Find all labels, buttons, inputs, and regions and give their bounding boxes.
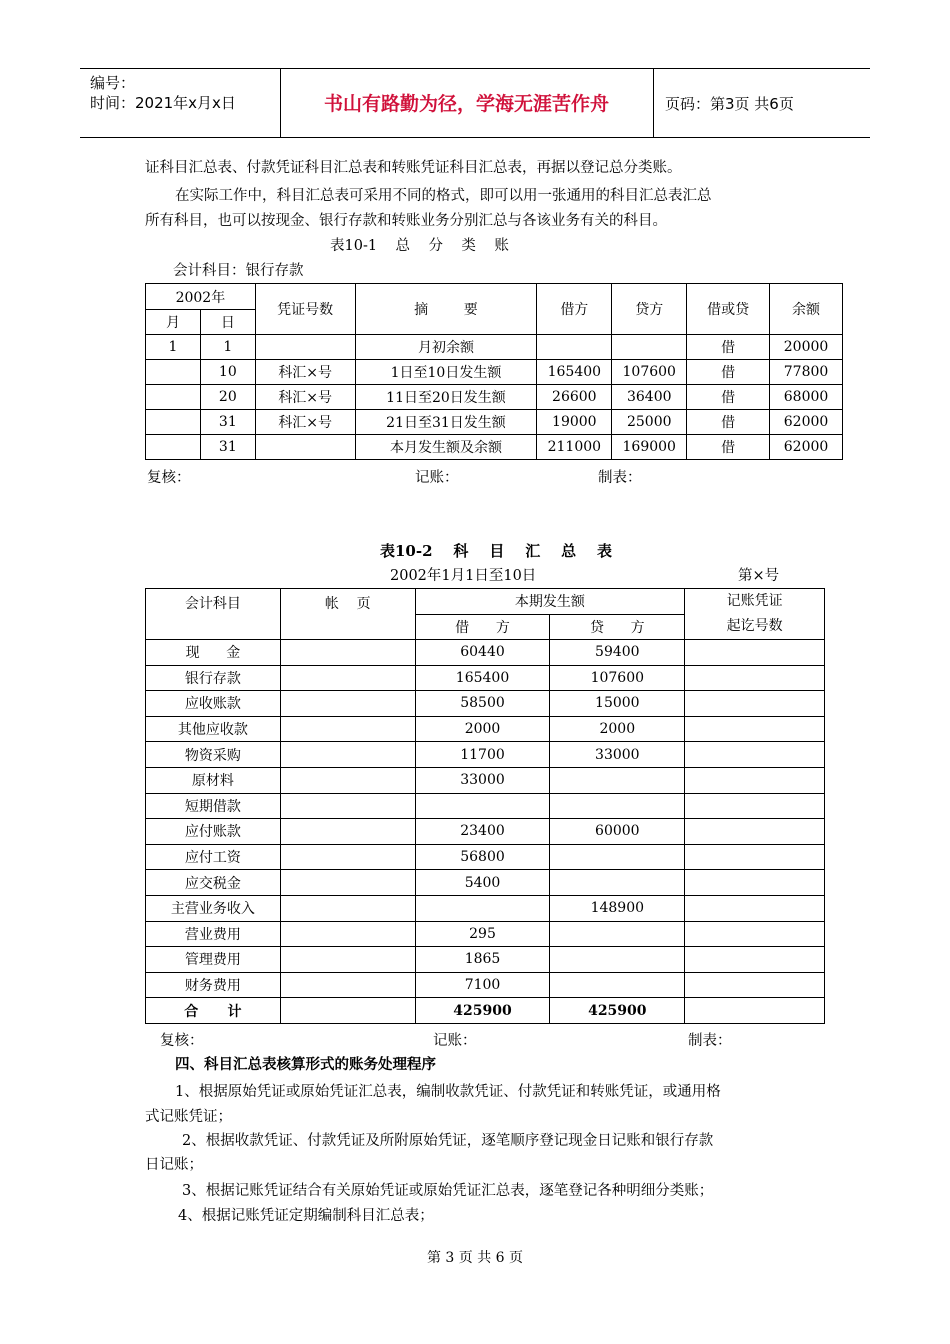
cell-account: 原材料	[146, 767, 281, 793]
cell-balance: 77800	[770, 360, 843, 385]
period-amount-header: 本期发生额	[415, 589, 685, 615]
cell-page	[280, 819, 415, 845]
table-row	[146, 844, 825, 870]
cell-credit: 425900	[550, 998, 685, 1024]
cell-page	[280, 716, 415, 742]
cell-voucher-range	[685, 947, 825, 973]
voucher-header: 凭证号数	[255, 284, 355, 335]
cell-debit: 5400	[415, 870, 550, 896]
table2-bookkeeper-label: 记账：	[433, 1033, 477, 1049]
cell-account: 短期借款	[146, 793, 281, 819]
cell-month: 1	[146, 335, 201, 360]
cell-credit	[550, 844, 685, 870]
cell-account: 应付工资	[146, 844, 281, 870]
page-footer: 第 3 页 共 6 页	[426, 1250, 524, 1266]
cell-day: 20	[200, 385, 255, 410]
cell-account: 物资采购	[146, 742, 281, 768]
cell-debit: 165400	[537, 360, 612, 385]
cell-voucher	[255, 435, 355, 460]
general-ledger-table	[145, 283, 843, 460]
section4-item4: 4、根据记账凭证定期编制科目汇总表；	[178, 1208, 434, 1224]
cell-page	[280, 640, 415, 666]
section4-item1-line1: 1、根据原始凭证或原始凭证汇总表，编制收款凭证、付款凭证和转账凭证，或通用格	[175, 1084, 721, 1100]
cell-credit: 107600	[550, 665, 685, 691]
cell-summary: 21日至31日发生额	[355, 410, 537, 435]
cell-page	[280, 895, 415, 921]
cell-credit: 107600	[612, 360, 687, 385]
cell-dc: 借	[687, 410, 770, 435]
cell-month	[146, 360, 201, 385]
table-row	[146, 385, 843, 410]
cell-account: 其他应收款	[146, 716, 281, 742]
table-row	[146, 716, 825, 742]
cell-credit	[550, 921, 685, 947]
cell-credit	[550, 947, 685, 973]
cell-account: 管理费用	[146, 947, 281, 973]
cell-debit: 295	[415, 921, 550, 947]
cell-page	[280, 767, 415, 793]
cell-account: 合 计	[146, 998, 281, 1024]
header-divider	[653, 69, 654, 137]
cell-dc: 借	[687, 385, 770, 410]
debit-header: 借 方	[415, 614, 550, 640]
cell-voucher-range	[685, 819, 825, 845]
account-summary-table	[145, 588, 825, 1024]
cell-account: 应付账款	[146, 819, 281, 845]
section4-heading: 四、科目汇总表核算形式的账务处理程序	[175, 1056, 436, 1073]
cell-debit	[537, 335, 612, 360]
cell-page	[280, 665, 415, 691]
cell-page	[280, 921, 415, 947]
table1-review-label: 复核：	[147, 470, 191, 486]
table-row	[146, 972, 825, 998]
cell-voucher-range	[685, 793, 825, 819]
table1-title: 表10-1 总 分 类 账	[330, 238, 509, 254]
section4-item2-line2: 日记账；	[145, 1157, 203, 1173]
account-header: 会计科目	[146, 589, 281, 640]
debit-header: 借方	[537, 284, 612, 335]
dc-header: 借或贷	[687, 284, 770, 335]
cell-balance: 20000	[770, 335, 843, 360]
cell-page	[280, 691, 415, 717]
balance-header: 余额	[770, 284, 843, 335]
credit-header: 贷方	[612, 284, 687, 335]
cell-debit: 7100	[415, 972, 550, 998]
table-row	[146, 921, 825, 947]
voucher-range-header	[685, 589, 825, 640]
table-row	[146, 767, 825, 793]
cell-debit: 11700	[415, 742, 550, 768]
header-meta	[90, 73, 236, 113]
cell-credit: 169000	[612, 435, 687, 460]
cell-month	[146, 385, 201, 410]
cell-voucher-range	[685, 844, 825, 870]
cell-voucher-range	[685, 767, 825, 793]
table-row	[146, 819, 825, 845]
cell-day: 31	[200, 410, 255, 435]
table1-bookkeeper-label: 记账：	[415, 470, 459, 486]
cell-page	[280, 870, 415, 896]
voucher-range-line1: 记账凭证	[726, 593, 783, 609]
cell-account: 财务费用	[146, 972, 281, 998]
credit-header: 贷 方	[550, 614, 685, 640]
cell-summary: 月初余额	[355, 335, 537, 360]
cell-dc: 借	[687, 435, 770, 460]
cell-voucher: 科汇×号	[255, 410, 355, 435]
time-label: 时间：2021年x月x日	[90, 94, 236, 112]
table-row	[146, 691, 825, 717]
cell-summary: 本月发生额及余额	[355, 435, 537, 460]
cell-page	[280, 793, 415, 819]
cell-balance: 62000	[770, 410, 843, 435]
cell-voucher-range	[685, 742, 825, 768]
table-row	[146, 360, 843, 385]
month-header: 月	[146, 310, 201, 335]
day-header: 日	[200, 310, 255, 335]
cell-account: 应交税金	[146, 870, 281, 896]
cell-voucher-range	[685, 998, 825, 1024]
section4-item1-line2: 式记账凭证；	[145, 1109, 232, 1125]
cell-credit	[550, 972, 685, 998]
cell-voucher-range	[685, 972, 825, 998]
cell-credit	[550, 793, 685, 819]
table1-account-label: 会计科目：银行存款	[173, 263, 304, 279]
cell-account: 应收账款	[146, 691, 281, 717]
cell-page	[280, 844, 415, 870]
cell-debit: 26600	[537, 385, 612, 410]
table-row	[146, 895, 825, 921]
table-row	[146, 665, 825, 691]
table-row	[146, 435, 843, 460]
cell-month	[146, 410, 201, 435]
intro-line-2: 在实际工作中，科目汇总表可采用不同的格式，即可以用一张通用的科目汇总表汇总	[175, 188, 712, 204]
table-row	[146, 335, 843, 360]
cell-credit	[550, 870, 685, 896]
intro-line-1: 证科目汇总表、付款凭证科目汇总表和转账凭证科目汇总表，再据以登记总分类账。	[145, 160, 682, 176]
cell-dc: 借	[687, 360, 770, 385]
cell-credit	[550, 767, 685, 793]
cell-day: 10	[200, 360, 255, 385]
cell-voucher-range	[685, 665, 825, 691]
page-header	[80, 68, 870, 138]
cell-debit: 23400	[415, 819, 550, 845]
cell-credit: 15000	[550, 691, 685, 717]
cell-voucher-range	[685, 870, 825, 896]
cell-debit: 425900	[415, 998, 550, 1024]
section4-item3: 3、根据记账凭证结合有关原始凭证或原始凭证汇总表，逐笔登记各种明细分类账；	[182, 1183, 714, 1199]
cell-voucher	[255, 335, 355, 360]
cell-credit: 59400	[550, 640, 685, 666]
cell-debit: 2000	[415, 716, 550, 742]
cell-account: 主营业务收入	[146, 895, 281, 921]
cell-debit: 60440	[415, 640, 550, 666]
cell-summary: 11日至20日发生额	[355, 385, 537, 410]
table-row	[146, 410, 843, 435]
table2-period: 2002年1月1日至10日	[390, 568, 537, 584]
cell-dc: 借	[687, 335, 770, 360]
cell-month	[146, 435, 201, 460]
cell-account: 银行存款	[146, 665, 281, 691]
number-label: 编号：	[90, 74, 136, 92]
cell-credit: 36400	[612, 385, 687, 410]
cell-voucher: 科汇×号	[255, 360, 355, 385]
cell-debit: 58500	[415, 691, 550, 717]
cell-voucher-range	[685, 895, 825, 921]
page-label: 页码：第3页 共6页	[665, 95, 794, 113]
table2-number: 第×号	[738, 568, 780, 584]
table-row	[146, 742, 825, 768]
cell-page	[280, 998, 415, 1024]
cell-balance: 62000	[770, 435, 843, 460]
cell-credit: 25000	[612, 410, 687, 435]
cell-day: 1	[200, 335, 255, 360]
summary-header: 摘 要	[355, 284, 537, 335]
cell-debit: 56800	[415, 844, 550, 870]
motto: 书山有路勤为径，学海无涯苦作舟	[323, 93, 609, 115]
cell-credit: 148900	[550, 895, 685, 921]
cell-summary: 1日至10日发生额	[355, 360, 537, 385]
cell-day: 31	[200, 435, 255, 460]
cell-credit: 60000	[550, 819, 685, 845]
cell-debit: 19000	[537, 410, 612, 435]
cell-voucher-range	[685, 640, 825, 666]
table2-review-label: 复核：	[160, 1033, 204, 1049]
cell-voucher: 科汇×号	[255, 385, 355, 410]
intro-line-3: 所有科目，也可以按现金、银行存款和转账业务分别汇总与各该业务有关的科目。	[145, 213, 667, 229]
year-header: 2002年	[146, 284, 256, 310]
table1-maker-label: 制表：	[598, 470, 642, 486]
table-row	[146, 947, 825, 973]
ledger-page-header: 帐 页	[280, 589, 415, 640]
table2-maker-label: 制表：	[688, 1033, 732, 1049]
cell-page	[280, 947, 415, 973]
cell-voucher-range	[685, 921, 825, 947]
cell-account: 现 金	[146, 640, 281, 666]
cell-balance: 68000	[770, 385, 843, 410]
cell-credit	[612, 335, 687, 360]
cell-debit: 165400	[415, 665, 550, 691]
cell-debit: 33000	[415, 767, 550, 793]
cell-voucher-range	[685, 716, 825, 742]
cell-voucher-range	[685, 691, 825, 717]
table-row	[146, 793, 825, 819]
voucher-range-line2: 起讫号数	[726, 618, 783, 634]
cell-credit: 2000	[550, 716, 685, 742]
table-row	[146, 870, 825, 896]
cell-page	[280, 972, 415, 998]
table2-title: 表10-2 科 目 汇 总 表	[380, 542, 612, 560]
section4-item2-line1: 2、根据收款凭证、付款凭证及所附原始凭证，逐笔顺序登记现金日记账和银行存款	[182, 1133, 714, 1149]
cell-account: 营业费用	[146, 921, 281, 947]
cell-page	[280, 742, 415, 768]
cell-credit: 33000	[550, 742, 685, 768]
cell-debit: 1865	[415, 947, 550, 973]
cell-debit	[415, 895, 550, 921]
cell-debit	[415, 793, 550, 819]
total-row	[146, 998, 825, 1024]
table-row	[146, 640, 825, 666]
cell-debit: 211000	[537, 435, 612, 460]
